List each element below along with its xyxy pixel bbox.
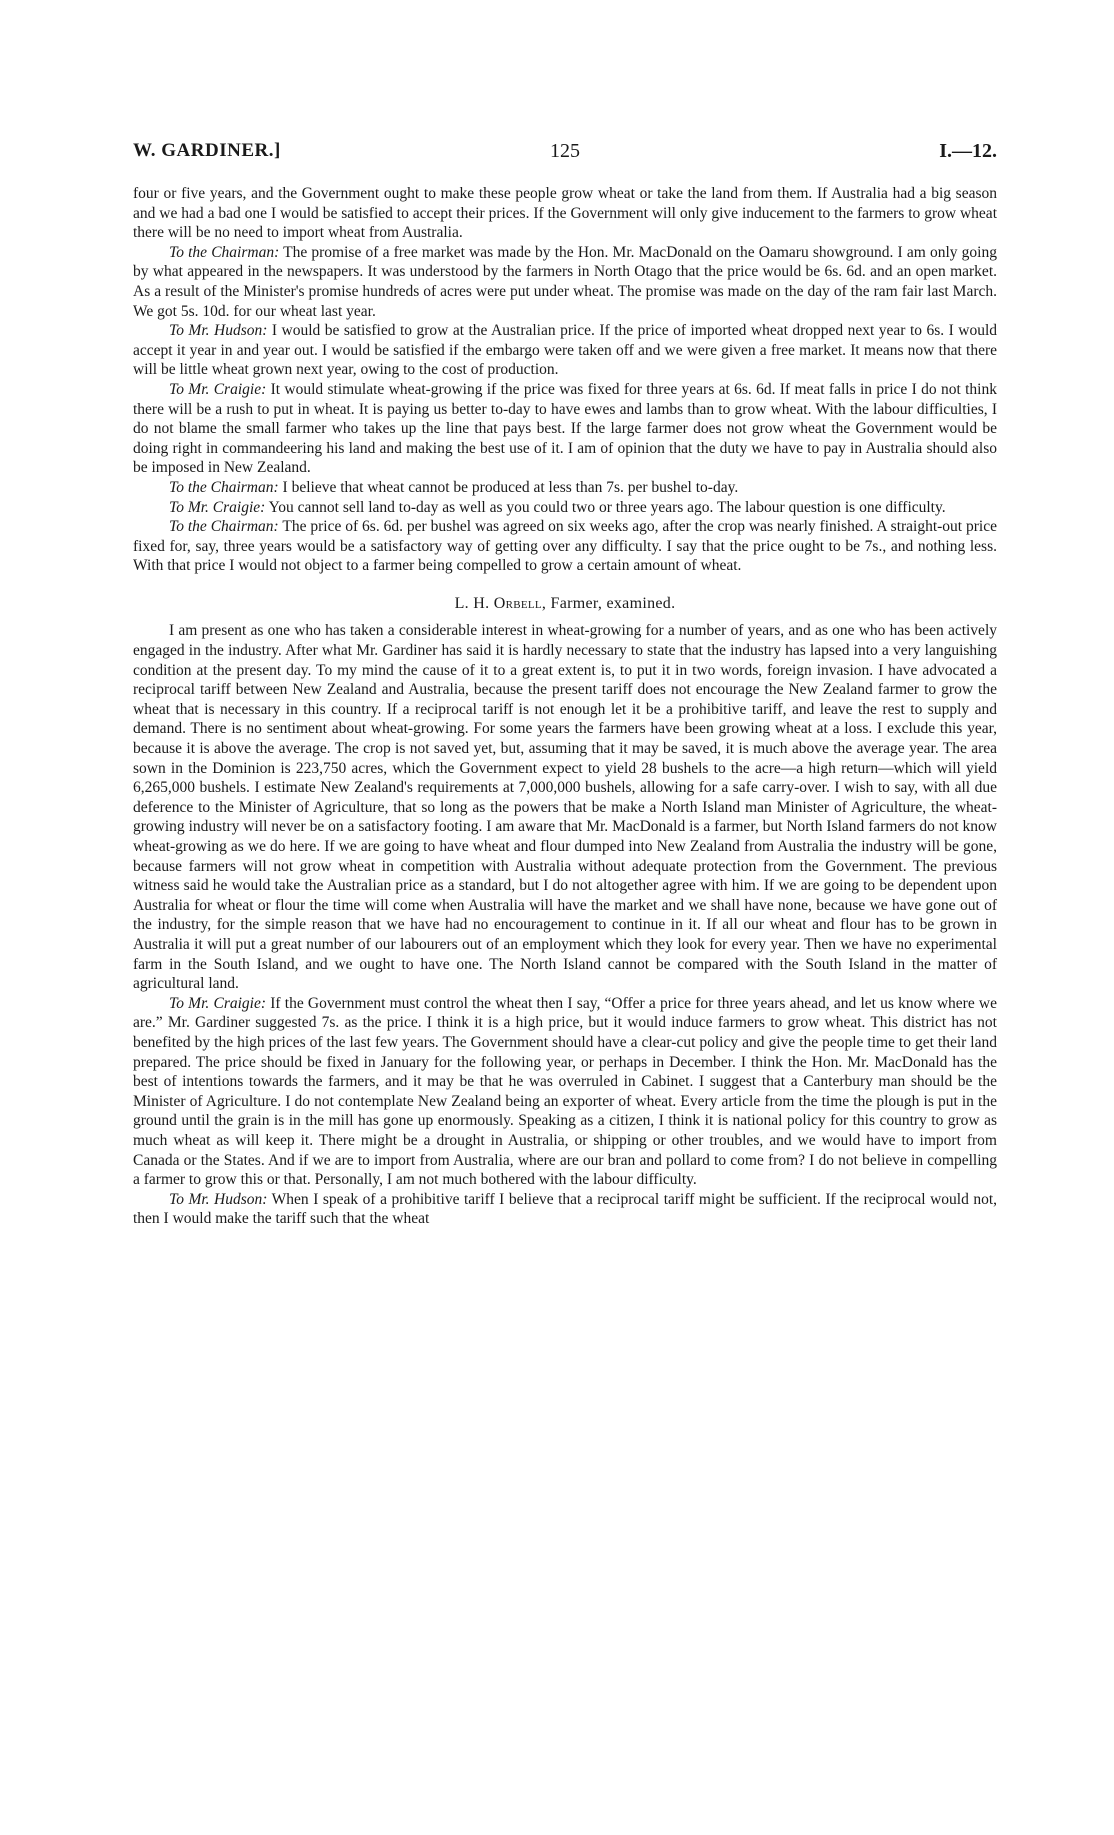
addressee: To the Chairman:	[169, 518, 279, 536]
page-header	[133, 140, 997, 170]
addressee: To Mr. Craigie:	[169, 380, 267, 398]
paragraph: To Mr. Craigie: It would stimulate wheat-growing if the price was fixed for three years at 6s. 6d. If meat falls in price I do not think there will be a rush to put in wheat. It is paying us better to-day to have ewes and lambs than to grow wheat. With the labour difficulties, I do not blame the small farmer who takes up the line that pays best. If the large farmer does not grow wheat the Government would be doing right in commandeering his land and making the best use of it. I am of opinion that the duty we have to pay in Australia should also be imposed in New Zealand.	[133, 380, 997, 477]
paragraph: To Mr. Hudson: When I speak of a prohibitive tariff I believe that a reciprocal tariff might be sufficient. If the reciprocal would not, then I would make the tariff such that the wheat	[133, 1190, 998, 1228]
header-witness: W. GARDINER.]	[133, 140, 281, 161]
witness-name: L. H. Orbell	[454, 594, 542, 612]
addressee: To Mr. Craigie:	[169, 994, 267, 1012]
addressee: To the Chairman:	[169, 243, 280, 261]
addressee: To the Chairman:	[169, 478, 279, 496]
addressee: To Mr. Craigie:	[169, 498, 266, 516]
paragraph: To Mr. Craigie: If the Government must control the wheat then I say, “Offer a price for three years ahead, and let us know where we are.” Mr. Gardiner suggested 7s. as the price. I think it is a high price, but it would induce farmers to grow wheat. This district has not benefited by the high prices of the last few years. The Government should have a clear-cut policy and give the people time to get their land prepared. The price should be fixed in January for the following year, or perhaps in December. I think the Hon. Mr. MacDonald has the best of intentions towards the farmers, and it may be that he was overruled in Cabinet. I suggest that a Canterbury man should be the Minister of Agriculture. I do not contemplate New Zealand being an exporter of wheat. Every article from the time the plough is put in the ground until the grain is in the mill has gone up enormously. Speaking as a citizen, I think it is national policy for this country to grow as much wheat as will keep it. There might be a drought in Australia, or shipping or other troubles, and we would have to import from Canada or the States. And if we are to import from Australia, where are our bran and pollard to come from? I do not believe in compelling a farmer to grow this or that. Personally, I am not much bothered with the labour difficulty.	[133, 994, 997, 1189]
paragraph: To the Chairman: The promise of a free market was made by the Hon. Mr. MacDonald on the Oamaru showground. I am only going by what appeared in the newspapers. It was understood by the farmers in North Otago that the price would be 6s. 6d. and an open market. As a result of the Minister's promise hundreds of acres were put under wheat. The promise was made on the day of the ram fair last March. We got 5s. 10d. for our wheat last year.	[133, 243, 997, 320]
paragraph: To Mr. Hudson: I would be satisfied to grow at the Australian price. If the price of imported wheat dropped next year to 6s. I would accept it year in and year out. I would be satisfied if the embargo were taken off and we were given a free market. It means now that there will be little wheat grown next year, owing to the cost of production.	[133, 322, 997, 379]
paragraph: I am present as one who has taken a considerable interest in wheat-growing for a number of years, and as one who has been actively engaged in the industry. After what Mr. Gardiner has said it is hardly necessary to state that the industry has lapsed into a very languishing condition at the present day. To my mind the cause of it to a great extent is, to put it in two words, foreign invasion. I have advocated a reciprocal tariff between New Zealand and Australia, because the present tariff does not encourage the New Zealand farmer to grow the wheat that is necessary in this country. If a reciprocal tariff is not enough let it be a prohibitive tariff, and leave the rest to supply and demand. There is no sentiment about wheat-growing. For some years the farmers have been growing wheat at a loss. I exclude this year, because it is above the average. The crop is not saved yet, but, assuming that it may be saved, it is much above the average year. The area sown in the Dominion is 223,750 acres, which the Government expect to yield 28 bushels to the acre—a high return—which will yield 6,265,000 bushels. I estimate New Zealand's requirements at 7,000,000 bushels, allowing for a safe carry-over. I wish to say, with all due deference to the Minister of Agriculture, that so long as the powers that be make a North Island man Minister of Agriculture, the wheat-growing industry will never be on a satisfactory footing. I am aware that Mr. MacDonald is a farmer, but North Island farmers do not know wheat-growing as we do here. If we are going to have wheat and flour dumped into New Zealand from Australia the industry will be gone, because farmers will not grow wheat in competition with Australia without adequate protection from the Government. The previous witness said he would take the Australian price as a standard, but I do not altogether agree with him. If we are going to be dependent upon Australia for wheat or flour the time will come when Australia will have the market and we shall have none, because we have gone out of the industry, for the simple reason that we have had no encouragement to continue in it. If all our wheat and flour has to be grown in Australia it will put a great number of our labourers out of an employment which they look for every year. Then we have no experimental farm in the South Island, and we ought to have one. The North Island cannot be compared with the South Island in the matter of agricultural land.	[133, 622, 997, 993]
paragraph: To the Chairman: The price of 6s. 6d. per bushel was agreed on six weeks ago, after the crop was nearly finished. A straight-out price fixed for, say, three years would be a satisfactory way of getting over any difficulty. I say that the price ought to be 7s., and nothing less. With that price I would not object to a farmer being compelled to grow a certain amount of wheat.	[133, 518, 997, 575]
addressee: To Mr. Hudson:	[169, 322, 268, 340]
witness-heading: L. H. Orbell, Farmer, examined.	[454, 594, 676, 612]
paragraph: four or five years, and the Government ought to make these people grow wheat or take the land from them. If Australia had a big season and we had a bad one I would be satisfied to accept their prices. If the Government will only give inducement to the farmers to grow wheat there will be no need to import wheat from Australia.	[133, 185, 997, 242]
paragraph: To Mr. Craigie: You cannot sell land to-day as well as you could two or three years ago. The labour question is one difficulty.	[169, 498, 946, 516]
page-number: 125	[550, 140, 580, 162]
document-reference: I.—12.	[939, 140, 997, 162]
paragraph: To the Chairman: I believe that wheat cannot be produced at less than 7s. per bushel to-day.	[169, 478, 739, 496]
page-body	[133, 184, 997, 1229]
addressee: To Mr. Hudson:	[169, 1190, 268, 1208]
